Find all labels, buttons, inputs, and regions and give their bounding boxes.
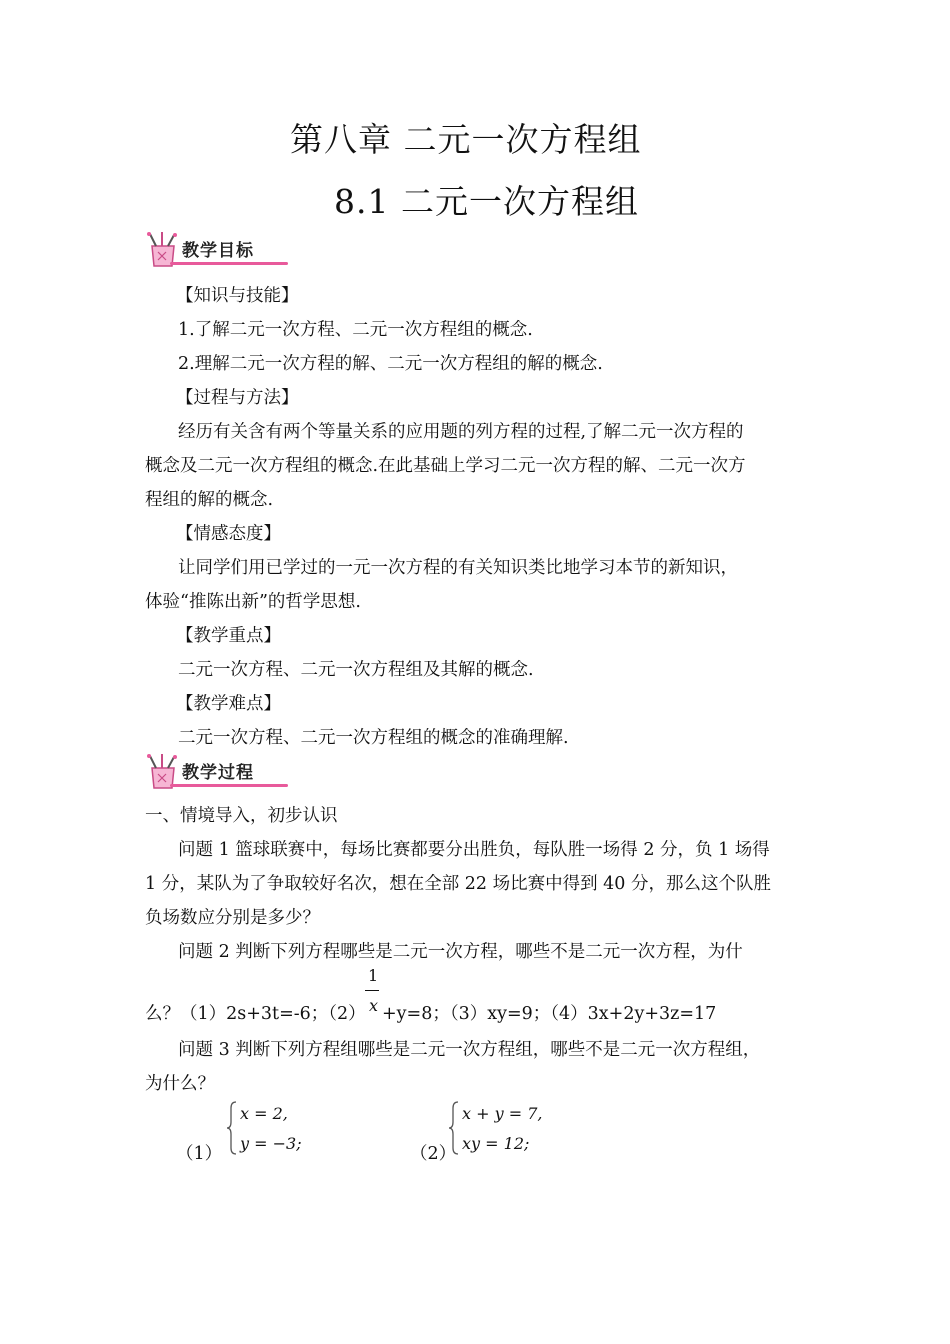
system-2-equation: x + y = 7, bbox=[462, 1104, 543, 1123]
system-brace bbox=[226, 1100, 238, 1156]
emotion-line: 让同学们用已学过的一元一次方程的有关知识类比地学习本节的新知识， bbox=[178, 558, 738, 578]
process-method-line: 程组的解的概念. bbox=[145, 490, 274, 510]
question-1-line: 问题 1 篮球联赛中，每场比赛都要分出胜负，每队胜一场得 2 分，负 1 场得 bbox=[178, 840, 770, 860]
system-2-equation: xy = 12; bbox=[462, 1134, 530, 1153]
question-3-line: 问题 3 判断下列方程组哪些是二元一次方程组，哪些不是二元一次方程组， bbox=[178, 1040, 761, 1060]
system-1-equation: x = 2, bbox=[240, 1104, 288, 1123]
badge-underline bbox=[170, 784, 288, 787]
question-2-line-a: 么？（1）2s+3t=-6；（2） bbox=[145, 1004, 366, 1024]
knowledge-item-1: 1.了解二元一次方程、二元一次方程组的概念. bbox=[178, 320, 533, 340]
badge-label: 教学过程 bbox=[182, 763, 254, 783]
key-points-heading: 【教学重点】 bbox=[176, 626, 281, 646]
fraction-denominator: x bbox=[369, 996, 379, 1015]
chapter-title: 第八章 二元一次方程组 bbox=[290, 120, 642, 159]
knowledge-heading: 【知识与技能】 bbox=[176, 286, 299, 306]
key-points-text: 二元一次方程、二元一次方程组及其解的概念. bbox=[178, 660, 534, 680]
question-2-line: 问题 2 判断下列方程哪些是二元一次方程，哪些不是二元一次方程，为什 bbox=[178, 942, 743, 962]
system-brace bbox=[448, 1100, 460, 1156]
section-heading: 一、情境导入，初步认识 bbox=[145, 806, 338, 826]
system-2-label: （2） bbox=[410, 1144, 457, 1164]
knowledge-item-2: 2.理解二元一次方程的解、二元一次方程组的解的概念. bbox=[178, 354, 603, 374]
system-1-equation: y = −3; bbox=[240, 1134, 302, 1153]
emotion-heading: 【情感态度】 bbox=[176, 524, 281, 544]
question-2-line-b: +y=8；（3）xy=9；（4）3x+2y+3z=17 bbox=[382, 1004, 717, 1024]
teaching-goals-badge bbox=[140, 234, 290, 268]
difficult-points-heading: 【教学难点】 bbox=[176, 694, 281, 714]
process-method-heading: 【过程与方法】 bbox=[176, 388, 299, 408]
process-method-line: 经历有关含有两个等量关系的应用题的列方程的过程,了解二元一次方程的 bbox=[178, 422, 744, 442]
question-3-line: 为什么？ bbox=[145, 1074, 215, 1094]
emotion-line: 体验“推陈出新”的哲学思想. bbox=[145, 592, 361, 612]
system-1-label: （1） bbox=[176, 1144, 223, 1164]
fraction-bar bbox=[365, 990, 379, 991]
process-method-line: 概念及二元一次方程组的概念.在此基础上学习二元一次方程的解、二元一次方 bbox=[145, 456, 746, 476]
teaching-process-badge bbox=[140, 756, 290, 790]
question-1-line: 1 分，某队为了争取较好名次，想在全部 22 场比赛中得到 40 分，那么这个队胜 bbox=[145, 874, 771, 894]
badge-underline bbox=[170, 262, 288, 265]
fraction-numerator: 1 bbox=[368, 966, 379, 985]
difficult-points-text: 二元一次方程、二元一次方程组的概念的准确理解. bbox=[178, 728, 569, 748]
badge-label: 教学目标 bbox=[182, 241, 254, 261]
question-1-line: 负场数应分别是多少？ bbox=[145, 908, 320, 928]
section-title: 8.1 二元一次方程组 bbox=[334, 182, 639, 221]
